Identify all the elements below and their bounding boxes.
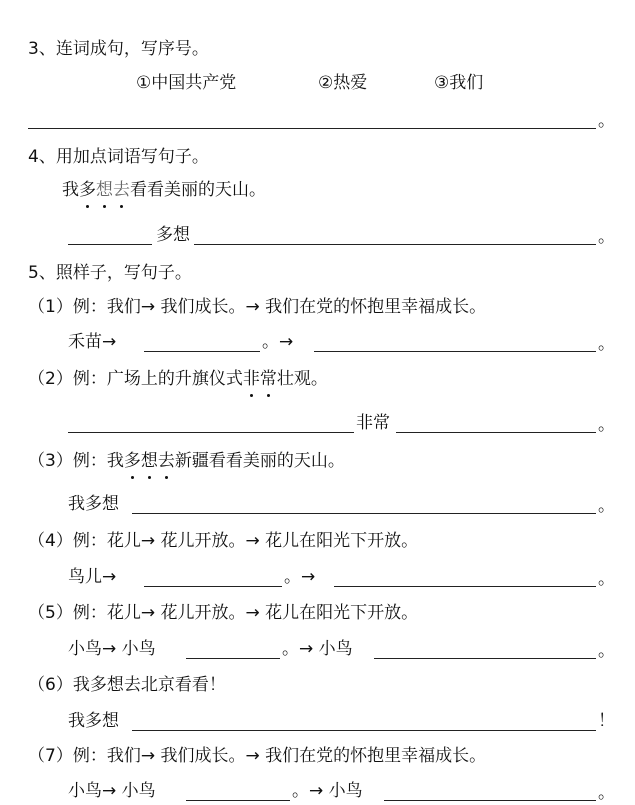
q5-1-prompt: 禾苗→ — [68, 332, 117, 352]
q3-end-mark: 。 — [598, 111, 615, 131]
q5-7-end-mark: 。 — [598, 783, 615, 803]
q5-3-example-start: （3）例：我 — [28, 451, 124, 471]
q5-6-prompt: 我多想 — [68, 711, 119, 731]
q5-5-blank-2[interactable] — [374, 658, 596, 659]
q4-sentence-rest: 看看美丽的天山。 — [130, 180, 266, 200]
q4-sentence — [62, 179, 266, 201]
q3-answer-blank[interactable] — [28, 128, 596, 129]
q4-dotted-char-1: 多 — [79, 180, 96, 200]
q5-7-mid: 。→ 小鸟 — [292, 781, 363, 801]
q5-6-end-mark: ！ — [598, 711, 615, 731]
q4-blank-before[interactable] — [68, 244, 152, 245]
q4-sentence-start: 我 — [62, 180, 79, 200]
q5-2-example — [28, 368, 328, 390]
q5-5-example: （5）例：花儿→ 花儿开放。→ 花儿在阳光下开放。 — [28, 603, 419, 623]
q5-4-end-mark: 。 — [598, 569, 615, 589]
q5-7-prompt: 小鸟→ 小鸟 — [68, 781, 156, 801]
q5-7-blank-1[interactable] — [186, 800, 290, 801]
q5-4-blank-1[interactable] — [144, 586, 282, 587]
q5-3-example-rest: 新疆看看美丽的天山。 — [174, 451, 345, 471]
q5-2-blank-before[interactable] — [68, 432, 354, 433]
q5-3-blank[interactable] — [132, 513, 596, 514]
q4-end-mark: 。 — [598, 227, 615, 247]
q5-1-blank-1[interactable] — [144, 351, 260, 352]
q5-3-end-mark: 。 — [598, 496, 615, 516]
q5-3-example — [28, 450, 345, 472]
q5-3-dotted-char-3: 去 — [157, 451, 175, 471]
q5-1-mid: 。→ — [262, 332, 294, 352]
q4-title: 4、用加点词语写句子。 — [28, 147, 209, 167]
q5-3-dotted-char-1: 多 — [123, 451, 141, 471]
q3-title: 3、连词成句，写序号。 — [28, 39, 209, 59]
q5-4-blank-2[interactable] — [334, 586, 596, 587]
q5-2-example-start: （2）例：广场上的升旗仪式 — [28, 369, 243, 389]
q5-1-example: （1）例：我们→ 我们成长。→ 我们在党的怀抱里幸福成长。 — [28, 297, 487, 317]
q5-5-end-mark: 。 — [598, 641, 615, 661]
q5-5-prompt: 小鸟→ 小鸟 — [68, 639, 156, 659]
q5-2-dotted-char-2: 常 — [259, 369, 277, 389]
q5-7-blank-2[interactable] — [384, 800, 596, 801]
q4-word: 多想 — [156, 225, 190, 245]
q5-5-blank-1[interactable] — [186, 658, 280, 659]
q5-7-example: （7）例：我们→ 我们成长。→ 我们在党的怀抱里幸福成长。 — [28, 746, 487, 766]
q5-2-blank-after[interactable] — [396, 432, 596, 433]
q3-option-2: ②热爱 — [318, 73, 368, 93]
q5-4-prompt: 鸟儿→ — [68, 567, 117, 587]
q3-option-3: ③我们 — [434, 73, 484, 93]
q5-6-blank[interactable] — [132, 730, 596, 731]
q5-4-example: （4）例：花儿→ 花儿开放。→ 花儿在阳光下开放。 — [28, 531, 419, 551]
q4-dotted-char-3: 去 — [113, 180, 130, 200]
q5-2-example-rest: 壮观。 — [276, 369, 328, 389]
q5-3-prompt: 我多想 — [68, 494, 119, 514]
q5-3-dotted-char-2: 想 — [140, 451, 158, 471]
q4-dotted-char-2: 想 — [96, 180, 113, 200]
q4-blank-after[interactable] — [194, 244, 596, 245]
q5-2-end-mark: 。 — [598, 415, 615, 435]
q5-5-mid: 。→ 小鸟 — [282, 639, 353, 659]
q5-4-mid: 。→ — [284, 567, 316, 587]
q5-2-word: 非常 — [356, 413, 390, 433]
q5-1-blank-2[interactable] — [314, 351, 596, 352]
q5-1-end-mark: 。 — [598, 334, 615, 354]
q5-6-example: （6）我多想去北京看看！ — [28, 675, 226, 695]
q5-2-dotted-char-1: 非 — [242, 369, 260, 389]
q3-option-1: ①中国共产党 — [136, 73, 237, 93]
q5-title: 5、照样子，写句子。 — [28, 263, 192, 283]
